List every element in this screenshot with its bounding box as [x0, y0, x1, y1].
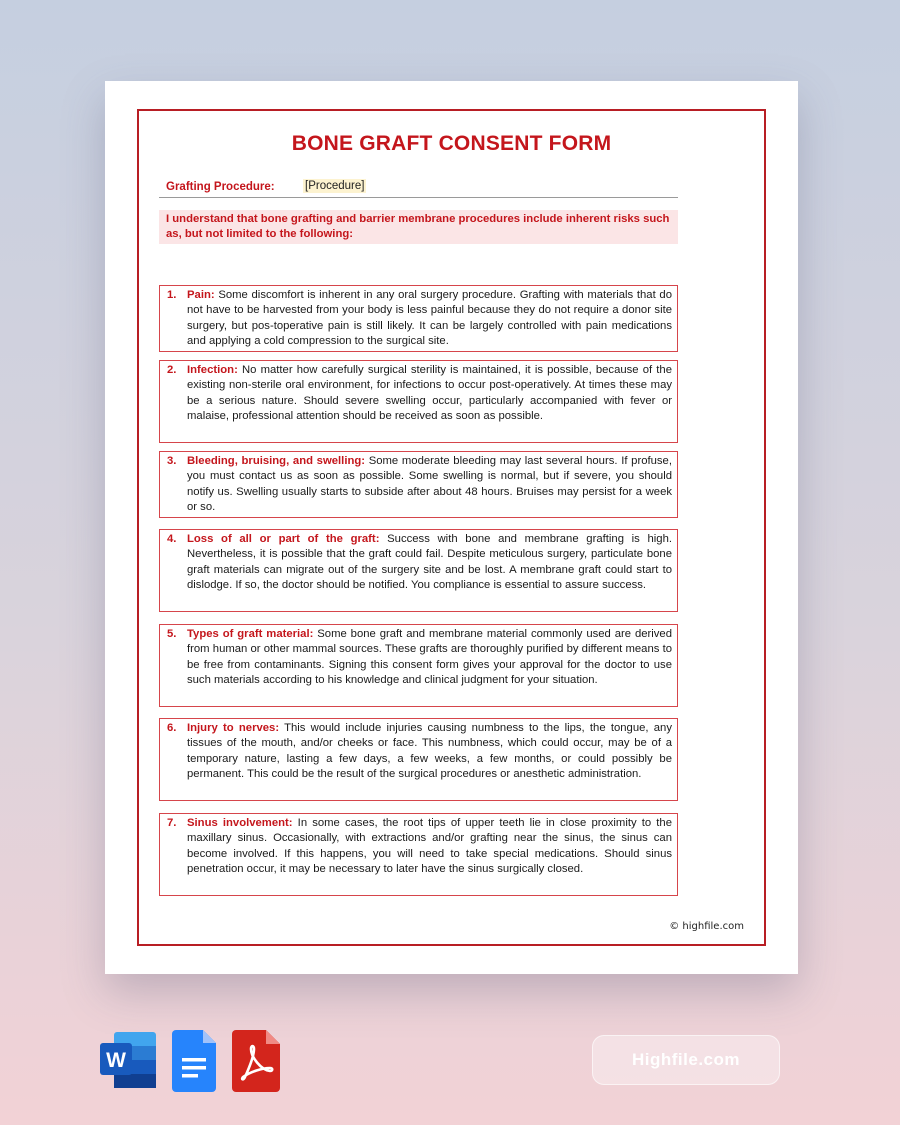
item-heading: Infection:: [187, 364, 238, 376]
procedure-label: Grafting Procedure:: [166, 181, 275, 193]
item-heading: Bleeding, bruising, and swelling:: [187, 455, 366, 467]
item-number: 2.: [167, 364, 177, 376]
item-heading: Injury to nerves:: [187, 722, 280, 734]
procedure-row: [159, 179, 678, 198]
risk-item: [159, 451, 678, 518]
item-number: 1.: [167, 289, 177, 301]
risk-item: [159, 529, 678, 612]
item-heading: Pain:: [187, 289, 215, 301]
item-text: Some moderate bleeding may last several hours. If profuse, you must contact us as soon as possible. Some swelling is normal, but if severe, you should notify us. Swelling usually starts to subside after about 48 hours. Bruises may persist for a week or so.: [187, 455, 672, 513]
pdf-icon[interactable]: [232, 1030, 280, 1097]
item-heading: Types of graft material:: [187, 628, 314, 640]
risk-item: [159, 624, 678, 707]
item-number: 3.: [167, 455, 177, 467]
item-text: Some discomfort is inherent in any oral surgery procedure. Grafting with materials that do not have to be harvested from your body is less painful because they do not require a donor site surgery, but pos-toperative pain is still likely. It can be largely controlled with pain medications and applying a cold compression to the surgical site.: [187, 289, 672, 347]
item-heading: Sinus involvement:: [187, 817, 293, 829]
risk-item: [159, 718, 678, 801]
item-number: 5.: [167, 628, 177, 640]
item-text: No matter how carefully surgical sterility is maintained, it is possible, because of the existing non-sterile oral environment, for infections to occur post-operatively. At times these may be a serious nature. Should severe swelling occur, particularly accompanied with fever or malaise, professional attention should be received as soon as possible.: [187, 364, 672, 422]
item-text: Success with bone and membrane grafting is high. Nevertheless, it is possible that the graft could fail. Despite meticulous surgery, particulate bone graft materials can migrate out of the surgery site and be lost. A membrane graft could start to dislodge. If so, the doctor should be notified. You compliance is essential to assure success.: [187, 533, 672, 591]
item-text: Some bone graft and membrane material commonly used are derived from human or other mammal sources. These grafts are thoroughly purified by different means to be free from contaminants. Signing this consent form gives your approval for the doctor to use such materials according to his knowledge and clinical judgment for your situation.: [187, 628, 672, 686]
risk-item: [159, 813, 678, 896]
risk-item: [159, 360, 678, 443]
highfile-brand-badge[interactable]: [592, 1035, 780, 1085]
document-title: BONE GRAFT CONSENT FORM: [291, 132, 612, 155]
item-number: 4.: [167, 533, 177, 545]
risk-item: [159, 285, 678, 352]
copyright-credit: © highfile.com: [669, 921, 744, 932]
item-heading: Loss of all or part of the graft:: [187, 533, 380, 545]
item-text: In some cases, the root tips of upper teeth lie in close proximity to the maxillary sinus. Occasionally, with extractions and/or grafting near the sinus, the sinus can become involved. If this happens, you will need to take special medications. Should sinus penetration occur, it may be necessary to later have the sinus surgically closed.: [187, 817, 672, 875]
document-page: [105, 81, 798, 974]
procedure-field[interactable]: [Procedure]: [305, 180, 365, 192]
google-docs-icon[interactable]: [172, 1030, 218, 1097]
item-number: 6.: [167, 722, 177, 734]
word-icon[interactable]: [100, 1030, 158, 1095]
item-text: This would include injuries causing numbness to the lips, the tongue, any tissues of the mouth, and/or cheeks or face. This numbness, which could occur, may be of a temporary nature, lasting a few days, a few weeks, a few months, or could possibly be permanent. This could be the result of the surgical procedures or anesthetic administration.: [187, 722, 672, 780]
intro-statement: I understand that bone grafting and barrier membrane procedures include inherent risks such as, but not limited to the following:: [159, 210, 678, 244]
brand-label: Highfile.com: [631, 1050, 740, 1069]
svg-text:W: W: [106, 1049, 126, 1072]
item-number: 7.: [167, 817, 177, 829]
